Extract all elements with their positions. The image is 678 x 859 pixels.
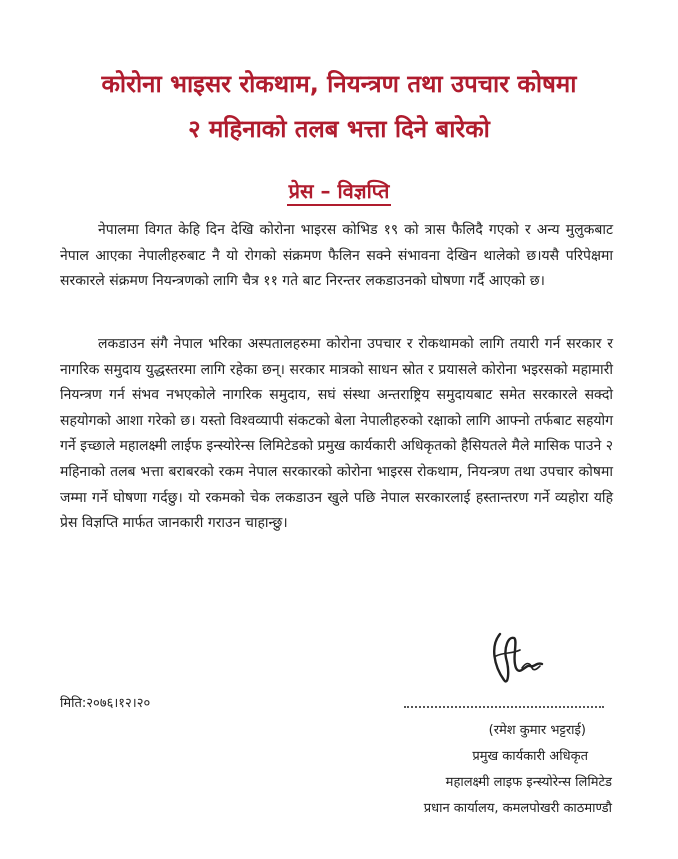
signatory-title: प्रमुख कार्यकारी अधिकृत — [472, 749, 588, 764]
signatory-name: (रमेश कुमार भट्टराई) — [488, 723, 586, 738]
signatory-block — [360, 718, 612, 822]
signature-line — [404, 706, 604, 708]
heading-line-1: कोरोना भाइसर रोकथाम, नियन्त्रण तथा उपचार कोषमा — [101, 70, 577, 98]
press-release-title-wrap — [0, 177, 678, 204]
handwritten-signature — [486, 628, 550, 692]
body-paragraph-1: नेपालमा विगत केहि दिन देखि कोरोना भाइरस कोभिड १९ को त्रास फैलिदै गएको र अन्य मुलुकबाट नेपाल आएका नेपालीहरुबाट नै यो रोगको संक्रमण फैलिन सक्ने संभावना देखिन थालेको छ।यसै परिपेक्षमा सरकारले संक्रमण नियन्त्रणको लागि चैत्र ११ गते बाट निरन्तर लकडाउनको घोषणा गर्दै आएको छ। — [60, 222, 613, 290]
heading-line-2: २ महिनाको तलब भत्ता दिने बारेको — [188, 115, 490, 143]
press-release-title: प्रेस – विज्ञप्ति — [287, 179, 392, 206]
body-paragraph-2: लकडाउन संगै नेपाल भरिका अस्पतालहरुमा कोरोना उपचार र रोकथामको लागि तयारी गर्न सरकार र नागरिक समुदाय युद्धस्तरमा लागि रहेका छन्। सरकार मात्रको साधन स्रोत र प्रयासले कोरोना भइरसको महामारी नियन्त्रण गर्न संभव नभएकोले नागरिक समुदाय, सघं संस्था अन्तराष्ट्रिय समुदायबाट समेत सरकारले सक्दो सहयोगको आशा गरेको छ। यस्तो विश्वव्यापी संकटको बेला नेपालीहरुको रक्षाको लागि आफ्नो तर्फबाट सहयोग गर्ने इच्छाले महालक्ष्मी लाईफ इन्स्योरेन्स लिमिटेडको प्रमुख कार्यकारी अधिकृतको हैसियतले मैले मासिक पाउने २ महिनाको तलब भत्ता बराबरको रकम नेपाल सरकारको कोरोना भाइरस रोकथाम, नियन्त्रण तथा उपचार कोषमा जम्मा गर्ने घोषणा गर्दछु। यो रकमको चेक लकडाउन खुले पछि नेपाल सरकारलाई हस्तान्तरण गर्ने व्यहोरा यहि प्रेस विज्ञप्ति मार्फत जानकारी गराउन चाहान्छु। — [60, 336, 613, 532]
signatory-company: महालक्ष्मी लाइफ इन्स्योरेन्स लिमिटेड — [445, 775, 612, 790]
date: मिति:२०७६।१२।२० — [60, 696, 151, 711]
signatory-address: प्रधान कार्यालय, कमलपोखरी काठमाण्डौ — [423, 801, 612, 816]
